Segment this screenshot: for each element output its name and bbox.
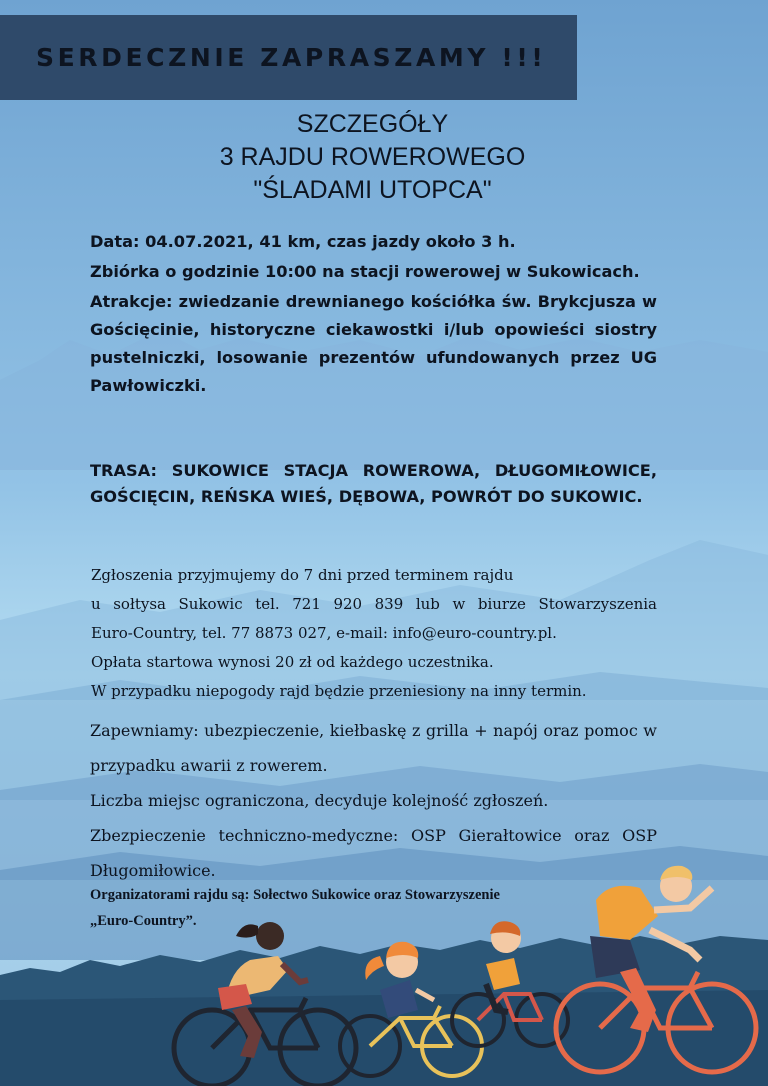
title-line-3: "ŚLADAMI UTOPCA" (253, 176, 492, 204)
cyclist-boy-illustration (452, 921, 568, 1046)
route-text: TRASA: SUKOWICE STACJA ROWEROWA, DŁUGOMIŁOWICE, GOŚCIĘCIN, REŃSKA WIEŚ, DĘBOWA, POWRÓT DO SUKOWIC. (90, 461, 657, 506)
registration-section (91, 561, 657, 706)
registration-line-1: Zgłoszenia przyjmujemy do 7 dni przed terminem rajdu (91, 566, 514, 584)
event-attractions: Atrakcje: zwiedzanie drewnianego kościółka św. Brykcjusza w Gościęcinie, historyczne ciekawostki i/lub opowieści siostry pustelniczki, losowanie prezentów ufundowanych przez UG Pawłowiczki. (90, 292, 657, 395)
organizers-line-1: Organizatorami rajdu są: Sołectwo Sukowice oraz Stowarzyszenie (90, 887, 500, 903)
provided-safety: Zbezpieczenie techniczno-medyczne: OSP Gierałtowice oraz OSP Długomiłowice. (90, 826, 657, 880)
provided-insurance: Zapewniamy: ubezpieczenie, kiełbaskę z grilla + napój oraz pomoc w przypadku awarii z rowerem. (90, 721, 657, 775)
page-title (150, 108, 595, 207)
title-line-2: 3 RAJDU ROWEROWEGO (219, 143, 526, 171)
title-line-1: SZCZEGÓŁY (296, 110, 449, 138)
registration-line-4: Opłata startowa wynosi 20 zł od każdego uczestnika. (91, 653, 494, 671)
registration-line-3: Euro-Country, tel. 77 8873 027, e-mail: info@euro-country.pl. (91, 624, 557, 642)
cyclist-woman-illustration (174, 922, 356, 1086)
registration-line-5: W przypadku niepogody rajd będzie przeniesiony na inny termin. (91, 682, 587, 700)
cyclists-illustration (0, 860, 768, 1086)
provided-limited: Liczba miejsc ograniczona, decyduje kolejność zgłoszeń. (90, 791, 549, 810)
event-info (90, 228, 657, 402)
event-meeting: Zbiórka o godzinie 10:00 na stacji rowerowej w Sukowicach. (90, 262, 640, 281)
invitation-banner (0, 15, 577, 100)
registration-line-2: u sołtysa Sukowic tel. 721 920 839 lub w biurze Stowarzyszenia (91, 595, 657, 613)
route-section (90, 458, 657, 510)
event-date: Data: 04.07.2021, 41 km, czas jazdy około 3 h. (90, 232, 516, 251)
banner-text: SERDECZNIE ZAPRASZAMY !!! (36, 43, 547, 72)
cyclist-man-illustration (556, 866, 756, 1072)
cyclist-girl-illustration (340, 942, 482, 1076)
organizers-line-2: „Euro-Country”. (90, 913, 197, 929)
